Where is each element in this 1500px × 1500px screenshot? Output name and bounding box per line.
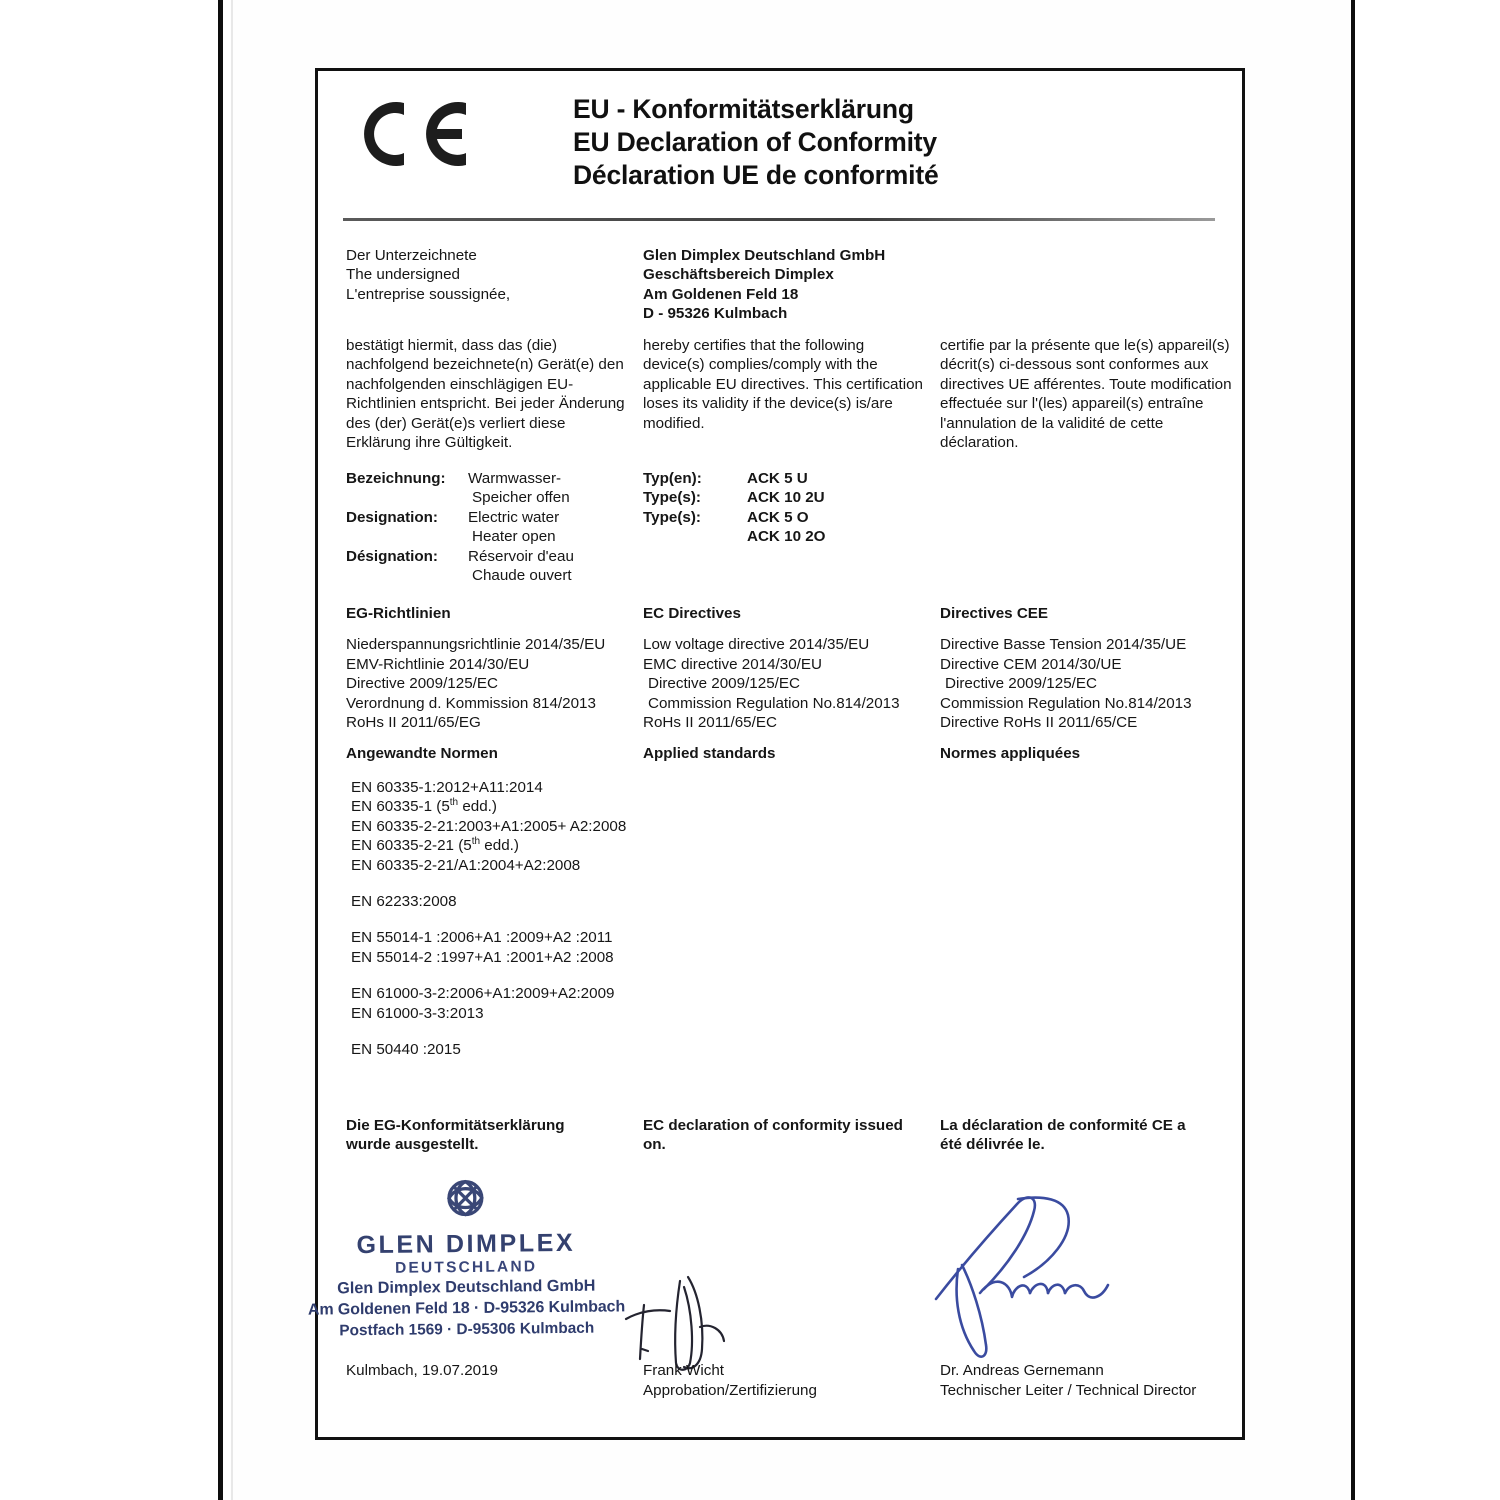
spacer [346, 911, 946, 928]
stamp-address: Am Goldenen Feld 18 · D-95326 Kulmbach [307, 1298, 626, 1319]
directive-item: Directive RoHs II 2011/65/CE [940, 714, 1138, 732]
directives-head-fr: Directives CEE [940, 605, 1049, 622]
issued-block-de [346, 1116, 626, 1155]
ordinal-suffix: th [449, 797, 459, 809]
designation-value-fr-2: Chaude ouvert [472, 567, 572, 585]
issued-de-2: wurde ausgestellt. [346, 1136, 479, 1154]
designation-row-fr [346, 547, 646, 566]
company-stamp [305, 1171, 627, 1341]
standard-item: EN 60335-2-21:2003+A1:2005+ A2:2008 [351, 817, 627, 835]
undersigned-block [346, 246, 636, 304]
spacer [346, 967, 946, 984]
directive-item: RoHs II 2011/65/EC [643, 714, 777, 732]
signer-wicht-block [643, 1361, 923, 1400]
company-address-block [643, 246, 973, 324]
spacer [346, 1023, 946, 1040]
company-division: Geschäftsbereich Dimplex [643, 266, 834, 284]
undersigned-en: The undersigned [346, 266, 460, 284]
title-line-de: EU - Konformitätserklärung [573, 94, 914, 124]
type-value-4: ACK 10 2O [747, 528, 826, 546]
stamp-brand: GLEN DIMPLEX [356, 1228, 576, 1260]
standard-item: EN 60335-1 (5th edd.) [351, 797, 497, 816]
celtic-knot-logo-icon [434, 1173, 497, 1230]
directive-item: Low voltage directive 2014/35/EU [643, 636, 870, 654]
designation-row-de [346, 469, 646, 488]
issued-en-1: EC declaration of conformity issued [643, 1117, 903, 1134]
standard-item: EN 60335-2-21 (5th edd.) [351, 836, 519, 855]
type-value-3: ACK 5 O [747, 508, 809, 526]
designation-label-de: Bezeichnung: [346, 470, 446, 487]
certify-paragraph-fr: certifie par la présente que le(s) appareil(s) décrit(s) ci-dessous sont conformes aux directives UE afférentes. Toute modification effectuée sur l'(les) appareil(s) entraîne l'annulation de la validité de cette déclaration. [940, 337, 1232, 452]
designation-value-fr: Réservoir d'eau [468, 547, 574, 565]
signature-andreas-gernemann [918, 1181, 1168, 1371]
directive-item: Directive 2009/125/EC [648, 675, 800, 693]
directive-item: Commission Regulation No.814/2013 [940, 694, 1192, 712]
stamp-subbrand: DEUTSCHLAND [394, 1258, 538, 1277]
standards-head-de: Angewandte Normen [346, 745, 498, 762]
designation-value-de: Warmwasser- [468, 470, 562, 487]
type-label-fr: Type(s): [643, 508, 701, 526]
type-label-de: Typ(en): [643, 470, 702, 487]
company-name: Glen Dimplex Deutschland GmbH [643, 247, 886, 264]
type-block [643, 469, 963, 547]
directive-item: Verordnung d. Kommission 814/2013 [346, 694, 596, 712]
document-header [318, 71, 1242, 221]
designation-block [346, 469, 646, 585]
directive-item: Commission Regulation No.814/2013 [648, 694, 900, 712]
directive-item: EMC directive 2014/30/EU [643, 655, 822, 673]
ce-mark-icon [358, 93, 478, 175]
stamp-postbox: Postfach 1569 · D-95306 Kulmbach [339, 1319, 595, 1340]
type-label-en: Type(s): [643, 489, 701, 507]
directives-column-fr [940, 604, 1240, 732]
standards-head-fr: Normes appliquées [940, 745, 1081, 762]
type-row-en [643, 488, 963, 507]
signer-gernemann-block [940, 1361, 1240, 1400]
signature-date: Kulmbach, 19.07.2019 [346, 1362, 498, 1379]
title-block [573, 93, 1213, 192]
type-row-fr [643, 508, 963, 527]
designation-label-en: Designation: [346, 508, 438, 526]
signer-role: Approbation/Zertifizierung [643, 1381, 817, 1399]
directive-item: EMV-Richtlinie 2014/30/EU [346, 655, 530, 673]
certify-paragraph-de: bestätigt hiermit, dass das (die) nachfolgend bezeichnete(n) Gerät(e) den nachfolgenden einschlägigen EU-Richtlinien entspricht. Bei jeder Änderung des (der) Gerät(e)s verliert diese Erklärung ihre Gültigkeit. [346, 337, 625, 452]
standard-item: EN 61000-3-3:2013 [351, 1004, 484, 1022]
designation-value-de-2: Speicher offen [472, 489, 570, 507]
directive-item: Directive 2009/125/EC [346, 675, 498, 693]
directive-item: Directive 2009/125/EC [945, 675, 1097, 693]
signer-name: Frank Wicht [643, 1362, 725, 1379]
issued-block-en [643, 1116, 928, 1155]
standard-item: EN 55014-2 :1997+A1 :2001+A2 :2008 [351, 948, 614, 966]
standards-list [346, 778, 946, 1059]
company-street: Am Goldenen Feld 18 [643, 285, 799, 303]
issued-fr-1: La déclaration de conformité CE a [940, 1117, 1186, 1134]
designation-value-en-2: Heater open [472, 528, 556, 546]
certify-paragraph-en: hereby certifies that the following device(s) complies/comply with the applicable EU directives. This certification loses its validity if the device(s) is/are modified. [643, 337, 923, 432]
type-value-2: ACK 10 2U [747, 489, 825, 507]
signer-name: Dr. Andreas Gernemann [940, 1362, 1104, 1379]
directive-item: RoHs II 2011/65/EG [346, 714, 481, 732]
undersigned-de: Der Unterzeichnete [346, 247, 477, 264]
type-value-1: ACK 5 U [747, 470, 808, 487]
standard-item: EN 61000-3-2:2006+A1:2009+A2:2009 [351, 985, 615, 1003]
scan-edge-artifact [231, 0, 233, 1500]
issued-block-fr [940, 1116, 1230, 1155]
standard-item: EN 60335-1:2012+A11:2014 [351, 779, 543, 796]
directives-head-de: EG-Richtlinien [346, 605, 451, 622]
designation-value-en: Electric water [468, 508, 560, 526]
standard-item: EN 55014-1 :2006+A1 :2009+A2 :2011 [351, 929, 613, 947]
header-divider [343, 218, 1215, 221]
designation-label-fr: Désignation: [346, 547, 438, 565]
directive-item: Niederspannungsrichtlinie 2014/35/EU [346, 636, 606, 654]
standards-head-en: Applied standards [643, 745, 776, 762]
signer-role: Technischer Leiter / Technical Director [940, 1381, 1197, 1399]
directive-item: Directive CEM 2014/30/UE [940, 655, 1122, 673]
standard-item: EN 50440 :2015 [351, 1041, 461, 1059]
standard-item: EN 62233:2008 [351, 893, 457, 911]
designation-row-en [346, 508, 646, 527]
stamp-company: Glen Dimplex Deutschland GmbH [337, 1276, 596, 1298]
spacer [346, 875, 946, 892]
standard-item: EN 60335-2-21/A1:2004+A2:2008 [351, 856, 581, 874]
undersigned-fr: L'entreprise soussignée, [346, 285, 511, 303]
directives-column-en [643, 604, 943, 732]
issued-en-2: on. [643, 1136, 666, 1154]
directive-item: Directive Basse Tension 2014/35/UE [940, 636, 1187, 654]
issued-de-1: Die EG-Konformitätserklärung [346, 1117, 565, 1134]
title-line-en: EU Declaration of Conformity [573, 127, 937, 157]
ordinal-suffix: th [471, 836, 481, 848]
company-city: D - 95326 Kulmbach [643, 305, 788, 323]
type-row-de [643, 469, 963, 488]
title-line-fr: Déclaration UE de conformité [573, 160, 939, 190]
issued-fr-2: été délivrée le. [940, 1136, 1045, 1154]
document-frame [307, 68, 1245, 1440]
directives-column-de [346, 604, 646, 732]
directives-head-en: EC Directives [643, 605, 741, 622]
